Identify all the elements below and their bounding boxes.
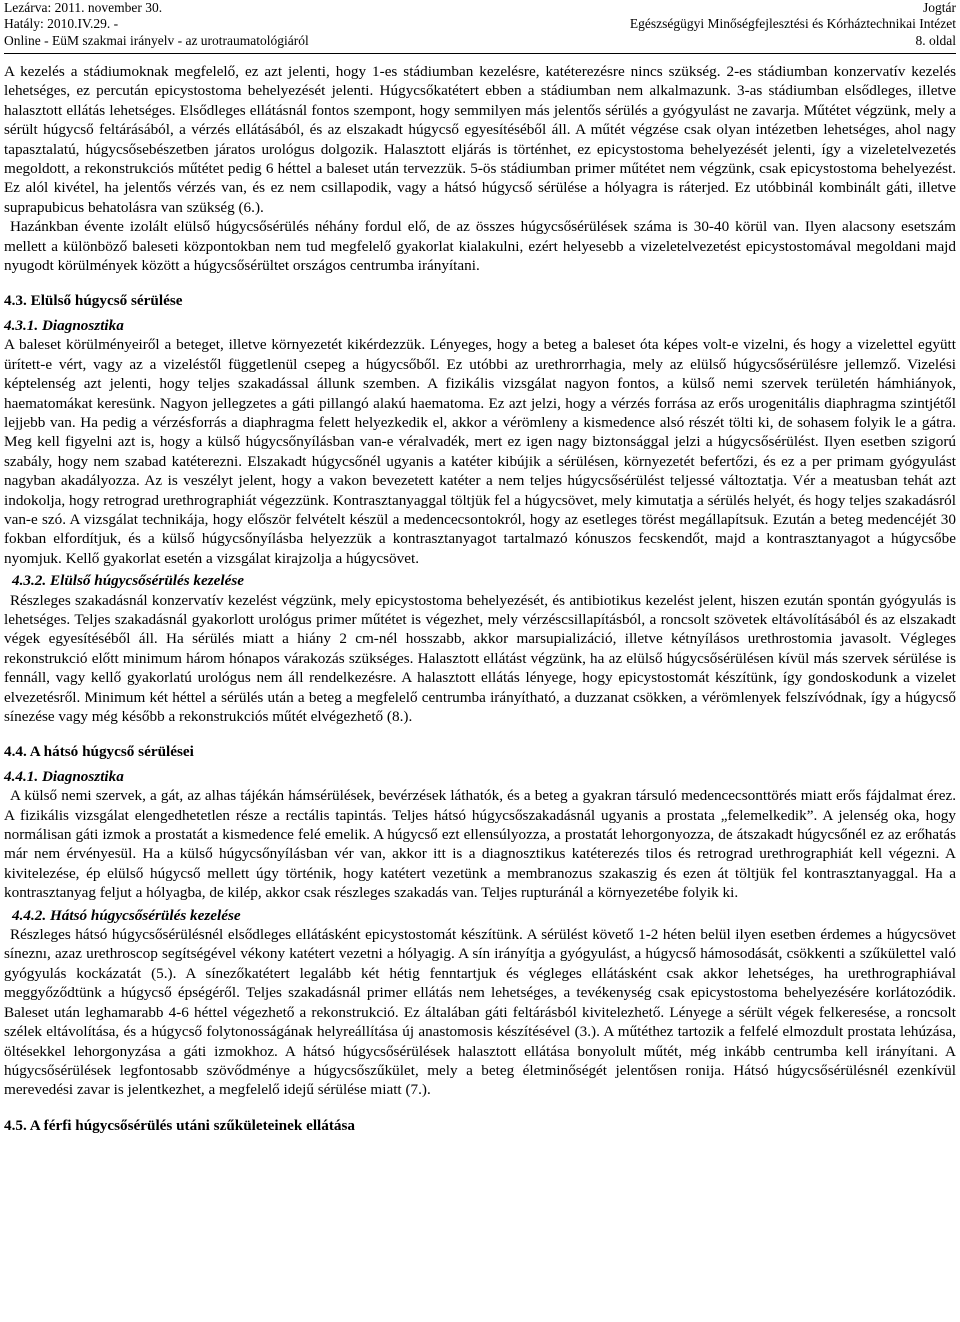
paragraph-anterior-diagnostics: A baleset körülményeiről a beteget, illetve környezetét kikérdezzük. Lényeges, hogy a beteg a baleset óta képes volt-e vizelni, és hogy a vizelettel együtt ürített-e vért, vagy az a vizeléstől függetlenül csepeg a húgycsőből. Ez utóbbi az urethrorrhagia, mely az elülső húgycsősérülésre jellemző. Vizelési képtelenség azt jelenti, hogy teljes szakadással állunk szemben. A fizikális vizsgálat nagyon fontos, a külső nemi szervek területén hámhiányok, haematomákat keresünk. Nagyon jellegzetes a gáti pillangó alakú haematoma. Ez azt jelzi, hogy a vérzés forrása az erős urogenitális diaphragma szintjétől lejjebb van. Ha pedig a vérzésforrás a diaphragma felett helyezkedik el, akkor a vérömleny a kismedence alsó részét tölti ki, de sohasem folyik le a gátra. Meg kell figyelni azt is, hogy a külső húgycsőnyílásban van-e véralvadék, mert ez igen nagy biztonsággal jelzi a húgycsősérülést. Ilyen esetben szigorú szabály, hogy nem szabad katéterezni. Elszakadt húgycsőnél ugyanis a katéter kibújik a sérülésen, környezetét befertőzi, és ez a per primam gyógyulást nagyban akadályozza. Az is veszélyt jelent, hogy a vakon bevezetett katéter a nem teljes húgycsősérülést teljessé változtatja. Vér a meatusban tehát azt indokolja, hogy retrograd urethrographiát végezzünk. Kontrasztanyaggal töltjük fel a húgycsövet, mely kimutatja a sérülés helyét, és hogy teljes szakadásról van-e szó. A vizsgálat technikája, hogy először felvételt készül a medencecsontokról, hogy az esetleges törést megállapítsuk. Ezután a beteg medencéjét 30 fokban elfordítjuk, és a külső húgycsőnyílásba helyezzük a kontrasztanyagot tartalmazó kónuszos fecskendőt, majd a kontrasztanyagot a húgycsőbe nyomjuk. Kellő gyakorlat esetén a vizsgálat kirajzolja a húgycsövet. [4, 336, 956, 567]
header-institute: Egészségügyi Minőségfejlesztési és Kórháztechnikai Intézet [629, 16, 956, 32]
paragraph-posterior-diagnostics: A külső nemi szervek, a gát, az alhas tájékán hámsérülések, bevérzések láthatók, és a beteg a gyakran társuló medencecsonttörés miatt erős fájdalmat érez. A fizikális vizsgálat elengedhetetlen része a rectális tapintás. Teljes hátsó húgycsőszakadásnál ugyanis a prostata „felemelkedik”. A jelenség oka, hogy normálisan gáti izmok a prostatát a kismedence felé emelik. A húgycső ezt ellensúlyozza, a prostatát lehorgonyozza, de átszakadt húgycsőnél ez az erőhatás már nem érvényesül. Ha a külső húgycsőnyílásban vér van, akkor itt is a diagnosztikus katéterezés tilos és retrograd urethrographiát kell végezni. A kivitelezése, ép elülső húgycső mellett úgy történik, hogy katétert vezetünk a membranozus szakaszig és ezen át töltjük fel kontrasztanyaggal. Ha a kontrasztanyag feljut a hólyagba, de kilép, akkor csak részleges szakadás van. Teljes rupturánál a környezetébe folyik ki. [4, 787, 956, 902]
section-heading-4-5: 4.5. A férfi húgycsősérülés utáni szűkületeinek ellátása [4, 1116, 356, 1134]
header-publisher: Jogtár [923, 0, 956, 15]
paragraph-treatment-stages: A kezelés a stádiumoknak megfelelő, ez azt jelenti, hogy 1-es stádiumban kezelésre, katéterezésre nincs szükség. 2-es stádiumban konzervatív kezelés lehetséges, ez percután epicystostoma behelyezését jelenti. Húgycsőkatétert ebben a stádiumban nem alkalmazunk. 3-as stádiumban elsődleges, illetve halasztott ellátás lehetséges. Elsődleges ellátásnál fontos szempont, hogy semmilyen más jelentős sérülés a gyógyulást ne zavarja. Műtétet végzünk, mely a sérült húgycső feltárásából, a vérzés ellátásából, és az elszakadt húgycső egyesítéséből áll. A műtét végzése csak olyan intézetben lehetséges, ahol nagy tapasztalatú, húgycsősebészetben járatos urológus dolgozik. Halasztott eljárás is történhet, ez epicystostoma behelyezését jelenti, így a vizeletelvezetés megoldott, a rekonstrukciós műtétet pedig 6 héttel a baleset után tervezzük. 5-ös stádiumban primer műtétet nem végzünk, csak epicystostoma behelyezést. Ez alól kivétel, ha jelentős vérzés van, és ez nem csillapodik, vagy a hátsó húgycső sérülése a hólyagra is ráterjed. Ez utóbbinál kombinált gáti, illetve suprapubicus behatolásra van szükség (6.). [4, 63, 956, 216]
header-hataly: Hatály: 2010.IV.29. - [4, 16, 119, 32]
paragraph-anterior-treatment: Részleges szakadásnál konzervatív kezelést végzünk, mely epicystostoma behelyezését, és antibiotikus kezelést jelent, hiszen ezután spontán gyógyulás is lehetséges. Teljes szakadásnál gyakorlott urológus primer műtétet is végezhet, mely vérzéscsillapításból, a roncsolt szövetek eltávolításából és az elszakadt végek egyesítéséből áll. Ha sérülés miatt a hiány 2 cm-nél hosszabb, akkor marsupializáció, illetve kétnyílásos urethrostomia javasolt. Végleges rekonstrukció előtt minimum három hónapos várakozás szükséges. Halasztott ellátást végzünk, ha az elülső húgycsősérülésen kívül más szervek sérülése is fennáll, vagy kellő gyakorlatú urológus nem áll rendelkezésre. A halasztott ellátás lényege, hogy epicystostomát készítünk, így gondoskodunk a vizelet elvezetésről. Minimum két héttel a sérülés után a beteg a megfelelő centrumba irányítható, a duzzanat csökken, a vérömlenyek felszívódnak, így a húgycső sínezése vagy még később a rekonstrukciós műtét elvégezhető (8.). [4, 591, 956, 725]
subsection-heading-4-3-1: 4.3.1. Diagnosztika [4, 316, 124, 334]
header-left [4, 0, 309, 49]
document-body [4, 62, 956, 1135]
header-divider [4, 53, 956, 54]
header-lezarva: Lezárva: 2011. november 30. [4, 0, 163, 15]
header-right [630, 0, 956, 49]
header-page-number: 8. oldal [915, 32, 956, 48]
subsection-heading-4-4-1: 4.4.1. Diagnosztika [4, 767, 124, 785]
section-heading-4-3: 4.3. Elülső húgycső sérülése [4, 292, 183, 310]
paragraph-incidence: Hazánkban évente izolált elülső húgycsősérülés néhány fordul elő, de az összes húgycsősérülések száma is 30-40 körül van. Ilyen alacsony esetszám mellett a különböző baleseti központokban nem tud megfelelő gyakorlat kialakulni, ezért helyesebb a vizeletelvezetést epicystostomával megoldani majd nyugodt körülmények között a húgycsősérültet országos centrumba irányítani. [4, 218, 956, 275]
subsection-heading-4-4-2: 4.4.2. Hátsó húgycsősérülés kezelése [12, 906, 241, 924]
header-source: Online - EüM szakmai irányelv - az urotraumatológiáról [4, 32, 309, 48]
subsection-heading-4-3-2: 4.3.2. Elülső húgycsősérülés kezelése [12, 572, 245, 590]
paragraph-posterior-treatment: Részleges hátsó húgycsősérülésnél elsődleges ellátásként epicystostomát készítünk. A sérülést követő 1-2 héten belül ilyen esetben érdemes a húgycsövet síneznı, azaz urethroscop segítségével vékony katétert vezetni a hólyagig. A sín irányítja a gyógyulást, a húgycső hámosodását, csökkenti a szűkülettel való gyógyulás kockázatát (5.). A sínezőkatétert legalább két hétig fenntartjuk és végleges ellátásként csak akkor lehetséges, ha urethrographiával meggyőződtünk a húgycső épségéről. Teljes szakadásnál primer ellátás nem lehetséges, a tevékenység csak epicystostoma behelyezésére korlátozódik. Baleset után leghamarabb 4-6 héttel végezhető a rekonstrukció. Ez általában gáti feltárásból kivitelezhető. Lényege a sérült végek felkeresése, a roncsolt szélek eltávolítása, és a húgycső folytonosságának helyreállítása új anastomosis készítésével (3.). A műtéthez tartozik a felfelé elmozdult prostata lehúzása, öltésekkel lehorgonyzása a gáti izmokhoz. A hátsó húgycsősérülések halasztott ellátása bonyolult műtét, még inkább centrumba kell irányítani. A húgycsősérülések legfontosabb szövődménye a húgycsőszűkület, mely a beteg életminőségét jelentősen ronija. Hátsó húgycsősérülésnél ezenkívül merevedési zavar is jelentkezhet, a megfelelő idejű sérülése miatt (7.). [4, 926, 956, 1099]
section-heading-4-4: 4.4. A hátsó húgycső sérülései [4, 743, 194, 761]
